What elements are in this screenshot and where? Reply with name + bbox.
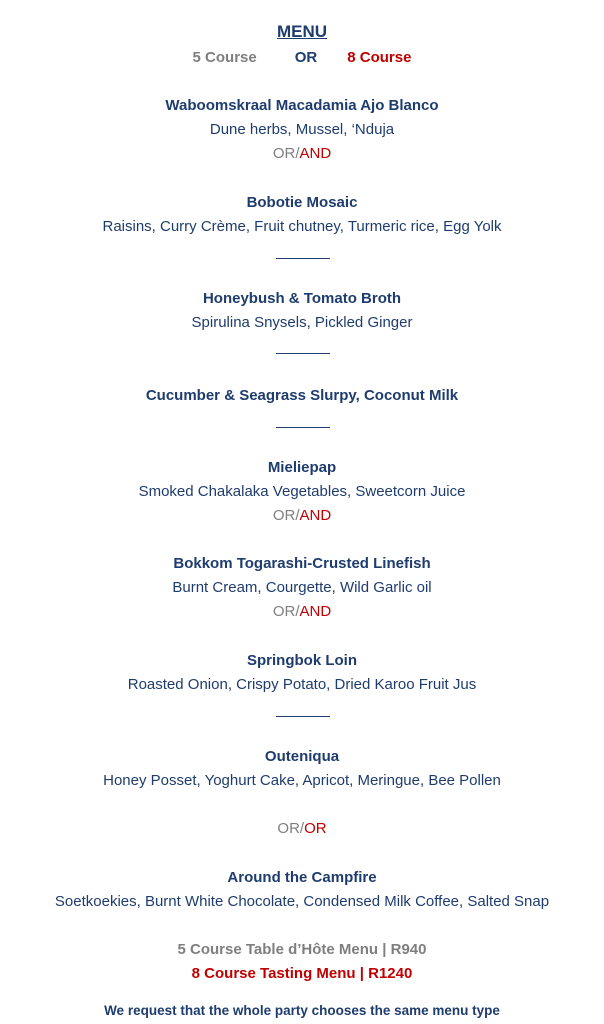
eight-course-option: 8 Course	[347, 49, 412, 66]
course-9-description: Soetkoekies, Burnt White Chocolate, Condensed Milk Coffee, Salted Snap	[54, 893, 550, 910]
course-3-name: Honeybush & Tomato Broth	[202, 290, 402, 307]
course-2-description: Raisins, Curry Crème, Fruit chutney, Turmeric rice, Egg Yolk	[102, 218, 502, 235]
or-or-connector: OR/OR	[277, 820, 327, 837]
course-6-description: Burnt Cream, Courgette, Wild Garlic oil	[172, 579, 432, 596]
divider	[276, 716, 330, 717]
course-8-name: Outeniqua	[264, 748, 340, 765]
course-3-description: Spirulina Snysels, Pickled Ginger	[191, 314, 413, 331]
course-6-name: Bokkom Togarashi-Crusted Linefish	[173, 555, 431, 572]
divider	[276, 258, 330, 259]
course-7-name: Springbok Loin	[247, 652, 357, 669]
course-2-name: Bobotie Mosaic	[246, 194, 358, 211]
divider	[276, 427, 330, 428]
course-8-description: Honey Posset, Yoghurt Cake, Apricot, Meringue, Bee Pollen	[103, 772, 501, 789]
course-5-name: Mieliepap	[267, 459, 337, 476]
menu-title: MENU	[276, 22, 328, 41]
five-course-price: 5 Course Table d’Hôte Menu | R940	[177, 941, 427, 958]
eight-course-price: 8 Course Tasting Menu | R1240	[191, 965, 413, 982]
course-4-name: Cucumber & Seagrass Slurpy, Coconut Milk	[145, 387, 459, 404]
choice-or: OR	[294, 49, 318, 66]
course-1-name: Waboomskraal Macadamia Ajo Blanco	[165, 97, 439, 114]
divider	[276, 353, 330, 354]
course-5-description: Smoked Chakalaka Vegetables, Sweetcorn Juice	[138, 483, 466, 500]
party-note: We request that the whole party chooses the same menu type	[104, 1003, 500, 1018]
or-and-connector: OR/AND	[272, 507, 332, 524]
five-course-option: 5 Course	[192, 49, 257, 66]
course-7-description: Roasted Onion, Crispy Potato, Dried Karoo Fruit Jus	[127, 676, 477, 693]
or-and-connector: OR/AND	[272, 603, 332, 620]
course-9-name: Around the Campfire	[227, 869, 377, 886]
course-1-description: Dune herbs, Mussel, ‘Nduja	[209, 121, 395, 138]
course-choice	[0, 49, 604, 66]
or-and-connector: OR/AND	[272, 145, 332, 162]
